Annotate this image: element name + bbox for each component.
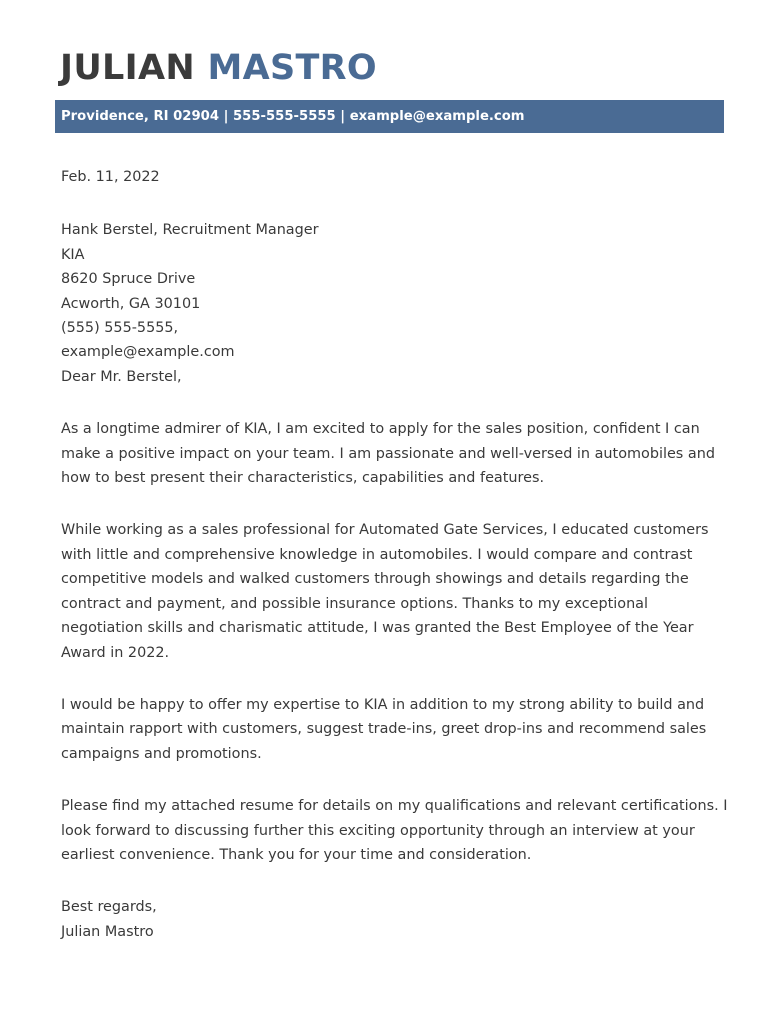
applicant-name xyxy=(60,44,377,92)
letter-body xyxy=(61,165,731,944)
letter-paragraph: While working as a sales professional for Automated Gate Services, I educated customers with little and comprehensive knowledge in automobiles. I would compare and contrast competitive models and walked customers through showings and details regarding the contract and payment, and possible insurance options. Thanks to my exceptional negotiation skills and charismatic attitude, I was granted the Best Employee of the Year Award in 2022. xyxy=(61,522,709,661)
signature-name: Julian Mastro xyxy=(61,923,154,940)
letter-date: Feb. 11, 2022 xyxy=(61,169,160,185)
contact-info: Providence, RI 02904 | 555-555-5555 | example@example.com xyxy=(61,109,525,124)
letter-paragraph: As a longtime admirer of KIA, I am excited to apply for the sales position, confident I can make a positive impact on your team. I am passionate and well-versed in automobiles and how to best present their characteristics, capabilities and features. xyxy=(61,421,715,487)
recipient-street: 8620 Spruce Drive xyxy=(61,271,196,288)
salutation: Dear Mr. Berstel, xyxy=(61,368,182,385)
recipient-name-title: Hank Berstel, Recruitment Manager xyxy=(61,222,319,239)
applicant-first-name: JULIAN xyxy=(60,48,195,88)
recipient-email: example@example.com xyxy=(61,344,235,361)
letter-paragraph: Please find my attached resume for details on my qualifications and relevant certifications. I look forward to discussing further this exciting opportunity through an interview at your earliest convenience. Thank you for your time and consideration. xyxy=(61,798,728,863)
contact-bar xyxy=(55,100,724,133)
letter-paragraph: I would be happy to offer my expertise to KIA in addition to my strong ability to build and maintain rapport with customers, suggest trade-ins, greet drop-ins and recommend sales campaigns and promotions. xyxy=(61,696,707,762)
closing-phrase: Best regards, xyxy=(61,899,157,916)
recipient-city-state-zip: Acworth, GA 30101 xyxy=(61,295,201,312)
applicant-last-name: MASTRO xyxy=(207,48,377,88)
recipient-phone: (555) 555-5555, xyxy=(61,320,179,337)
recipient-company: KIA xyxy=(61,246,85,263)
